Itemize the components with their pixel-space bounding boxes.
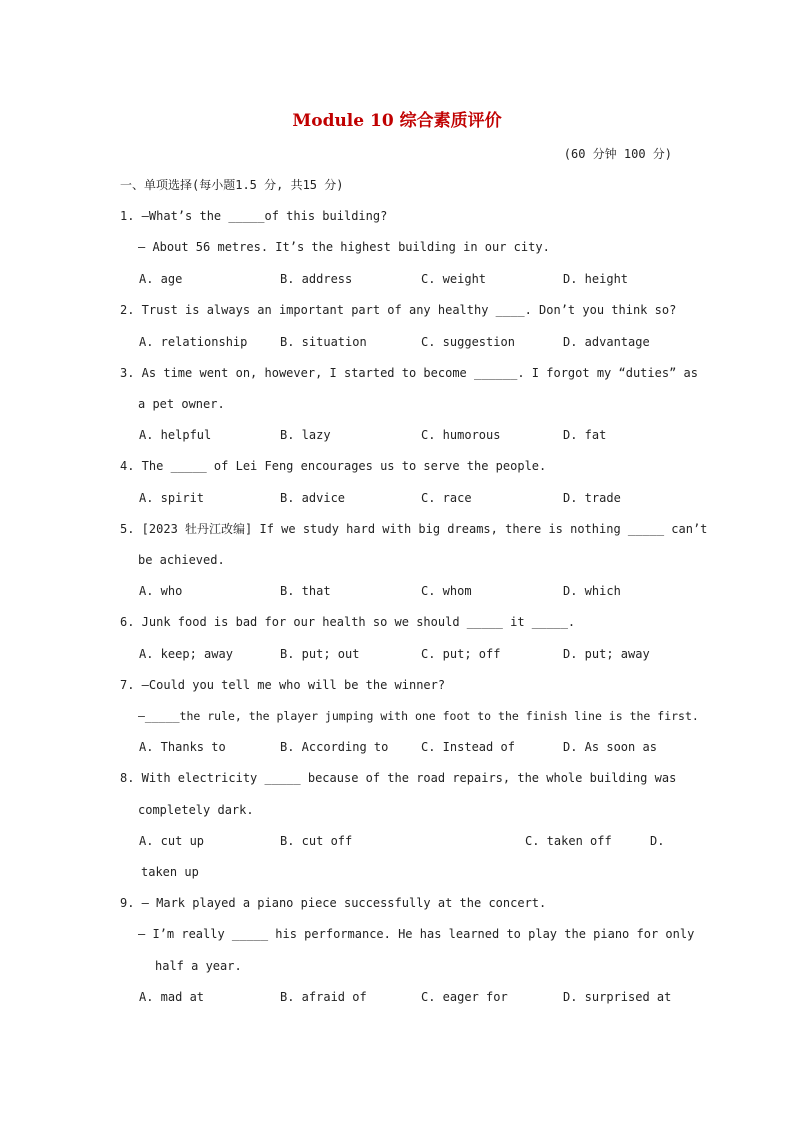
- question-8-stem: 8. With electricity _____ because of the road repairs, the whole building was: [120, 771, 677, 785]
- question-6-stem: 6. Junk food is bad for our health so we should _____ it _____.: [120, 615, 576, 629]
- q7-option-a: A. Thanks to: [139, 740, 226, 754]
- q7-option-c: C. Instead of: [421, 740, 515, 754]
- q1-option-c: C. weight: [421, 272, 487, 286]
- score-info: (60 分钟 100 分): [563, 147, 672, 161]
- q5-option-d: D. which: [563, 584, 621, 598]
- question-7-response: —_____the rule, the player jumping with one foot to the finish line is the first.: [138, 709, 699, 723]
- q8-option-a: A. cut up: [139, 834, 205, 848]
- q2-option-a: A. relationship: [139, 335, 248, 349]
- q7-option-b: B. According to: [280, 740, 389, 754]
- q4-option-d: D. trade: [563, 491, 621, 505]
- q4-option-b: B. advice: [280, 491, 346, 505]
- page-title: Module 10 综合素质评价: [292, 111, 502, 131]
- q5-option-b: B. that: [280, 584, 331, 598]
- question-3-stem: 3. As time went on, however, I started to become ______. I forgot my “duties” as: [120, 366, 698, 380]
- question-8-stem-cont: completely dark.: [138, 803, 254, 817]
- question-1-response: — About 56 metres. It’s the highest building in our city.: [138, 240, 550, 254]
- q8-option-c: C. taken off: [525, 834, 612, 848]
- q4-option-c: C. race: [421, 491, 472, 505]
- q9-option-a: A. mad at: [139, 990, 205, 1004]
- question-1-stem: 1. —What’s the _____of this building?: [120, 209, 388, 223]
- question-3-stem-cont: a pet owner.: [138, 397, 225, 411]
- q3-option-b: B. lazy: [280, 428, 331, 442]
- q8-option-d-label: D.: [650, 834, 665, 848]
- q9-option-b: B. afraid of: [280, 990, 367, 1004]
- question-9-response: — I’m really _____ his performance. He has learned to play the piano for only: [138, 927, 695, 941]
- q3-option-d: D. fat: [563, 428, 607, 442]
- question-9-response-cont: half a year.: [155, 959, 242, 973]
- q8-option-b: B. cut off: [280, 834, 353, 848]
- q6-option-c: C. put; off: [421, 647, 501, 661]
- q7-option-d: D. As soon as: [563, 740, 657, 754]
- question-5-stem: 5. [2023 牡丹江改编] If we study hard with big dreams, there is nothing _____ can’t: [120, 522, 708, 536]
- q1-option-b: B. address: [280, 272, 353, 286]
- q2-option-b: B. situation: [280, 335, 367, 349]
- question-4-stem: 4. The _____ of Lei Feng encourages us to serve the people.: [120, 459, 547, 473]
- q6-option-b: B. put; out: [280, 647, 360, 661]
- q2-option-c: C. suggestion: [421, 335, 515, 349]
- q2-option-d: D. advantage: [563, 335, 650, 349]
- question-7-stem: 7. —Could you tell me who will be the winner?: [120, 678, 446, 692]
- q9-option-c: C. eager for: [421, 990, 508, 1004]
- q5-option-a: A. who: [139, 584, 183, 598]
- question-9-stem: 9. — Mark played a piano piece successfully at the concert.: [120, 896, 547, 910]
- q1-option-a: A. age: [139, 272, 183, 286]
- q3-option-a: A. helpful: [139, 428, 212, 442]
- q9-option-d: D. surprised at: [563, 990, 672, 1004]
- q1-option-d: D. height: [563, 272, 629, 286]
- q4-option-a: A. spirit: [139, 491, 205, 505]
- q5-option-c: C. whom: [421, 584, 472, 598]
- q8-option-d-text: taken up: [141, 865, 199, 879]
- q3-option-c: C. humorous: [421, 428, 501, 442]
- question-2-stem: 2. Trust is always an important part of any healthy ____. Don’t you think so?: [120, 303, 677, 317]
- question-5-stem-cont: be achieved.: [138, 553, 225, 567]
- q6-option-d: D. put; away: [563, 647, 650, 661]
- q6-option-a: A. keep; away: [139, 647, 233, 661]
- section-heading: 一、单项选择(每小题1.5 分, 共15 分): [120, 178, 344, 192]
